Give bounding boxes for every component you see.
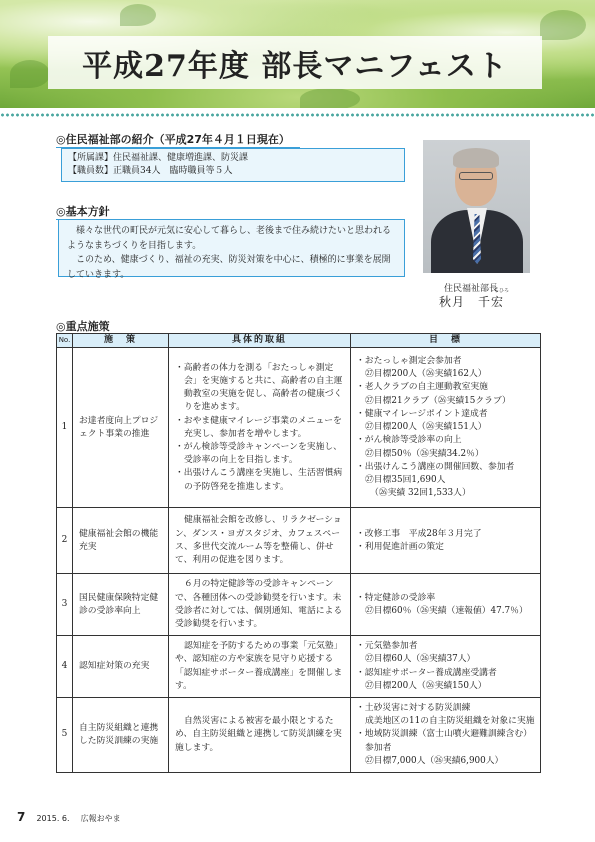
dotted-divider xyxy=(0,113,595,117)
measures-heading: ◎重点施策 xyxy=(56,318,540,335)
director-photo xyxy=(423,140,530,273)
table-row xyxy=(57,636,541,698)
goal-text: ・改修工事 平成28年３月完了 xyxy=(356,528,482,539)
actions-cell xyxy=(169,508,351,574)
goals-cell xyxy=(351,574,541,636)
policy-heading: ◎基本方針 xyxy=(56,203,405,220)
action-text: ・出張けんこう講座を実施し、生活習慣病の予防啓発を推進します。 xyxy=(175,468,343,492)
policy-paragraph-1: 様々な世代の町民が元気に安心して暮らし、老後まで住み続けたいと思われるようなまちづくりを目指します。 xyxy=(67,226,392,251)
goal-text: ・地域防災訓練（富士山噴火避難訓練含む）参加者 xyxy=(356,729,532,753)
photo-glasses xyxy=(459,172,493,180)
goal-text: ㉗目標21クラブ（㉖実績15クラブ） xyxy=(365,395,511,406)
goal-text: ・健康マイレージポイント達成者 xyxy=(356,408,488,419)
goal-text: 成美地区の11の自主防災組織を対象に実施 xyxy=(365,716,535,727)
header-actions: 具体的取組 xyxy=(169,334,351,348)
goal-text: ㉗目標60％（㉖実績（速報値）47.7％） xyxy=(365,605,528,616)
actions-cell xyxy=(169,636,351,698)
goals-cell xyxy=(351,508,541,574)
page-title: 平成27年度 部長マニフェスト xyxy=(82,48,508,84)
goals-cell xyxy=(351,636,541,698)
table-header-row xyxy=(57,334,541,348)
goal-text: ・出張けんこう講座の開催回数、参加者 xyxy=(356,461,515,472)
table-row xyxy=(57,348,541,508)
header-no: No. xyxy=(57,334,73,348)
photo-hair xyxy=(453,148,499,168)
header-measure: 施 策 xyxy=(73,334,169,348)
goal-text: ・がん検診等受診率の向上 xyxy=(356,435,462,446)
goal-text: ㉗目標200人（㉖実績162人） xyxy=(365,369,487,380)
header-goals: 目 標 xyxy=(351,334,541,348)
goal-text: ・おたっしゃ測定会参加者 xyxy=(356,356,462,367)
actions-cell xyxy=(169,348,351,508)
goals-cell xyxy=(351,348,541,508)
magazine-name: 広報おやま xyxy=(80,814,121,823)
goal-text: ㉗目標50％（㉖実績34.2％） xyxy=(365,448,484,459)
director-role: 住民福祉部長 xyxy=(444,284,499,294)
action-text: 認知症を予防するための事業「元気塾」や、認知症の方や家族を見守り応援する「認知症サポーター養成講座」を開催します。 xyxy=(175,641,343,691)
measures-table xyxy=(56,333,541,773)
leaf-decoration xyxy=(300,88,360,108)
goal-text: ・利用促進計画の策定 xyxy=(356,541,444,552)
intro-heading: ◎住民福祉部の紹介（平成27年４月１日現在） xyxy=(56,131,300,148)
policy-paragraph-2: このため、健康づくり、福祉の充実、防災対策を中心に、積極的に事業を展開していきます。 xyxy=(67,255,391,280)
table-row xyxy=(57,698,541,773)
goal-text: ㉗目標60人（㉖実績37人） xyxy=(365,654,476,665)
goal-text: ㉗目標200人（㉖実績150人） xyxy=(365,680,487,691)
intro-box xyxy=(61,148,405,182)
action-text: ・がん検診等受診キャンペーンを実施し、受診率の向上を目指します。 xyxy=(175,441,342,466)
action-text: 自然災害による被害を最小限とするため、自主防災組織と連携して防災訓練を実施します。 xyxy=(175,716,342,753)
table-row xyxy=(57,508,541,574)
goal-text: ・認知症サポーター養成講座受講者 xyxy=(356,667,497,678)
leaf-decoration xyxy=(120,4,156,26)
table-row xyxy=(57,574,541,636)
measure-name: お達者度向上プロジェクト事業の推進 xyxy=(73,348,169,508)
row-number: 2 xyxy=(57,508,73,574)
actions-cell xyxy=(169,698,351,773)
measure-name: 国民健康保険特定健診の受診率向上 xyxy=(73,574,169,636)
measure-name: 自主防災組織と連携した防災訓練の実施 xyxy=(73,698,169,773)
leaf-decoration xyxy=(540,10,586,40)
departments-text: 【所属課】住民福祉課、健康増進課、防災課 xyxy=(68,153,249,163)
goal-text: ・元気塾参加者 xyxy=(356,641,418,652)
row-number: 1 xyxy=(57,348,73,508)
title-box xyxy=(48,36,542,89)
director-name: 秋月 千宏 xyxy=(439,295,505,309)
footer xyxy=(17,806,121,825)
goal-text: ・特定健診の受診率 xyxy=(356,592,436,603)
policy-box xyxy=(58,219,405,280)
row-number: 5 xyxy=(57,698,73,773)
header-banner xyxy=(0,0,595,108)
measure-name: 健康福祉会館の機能充実 xyxy=(73,508,169,574)
measure-name: 認知症対策の充実 xyxy=(73,636,169,698)
actions-cell xyxy=(169,574,351,636)
action-text: 健康福祉会館を改修し、リラクゼーション、ダンス・ヨガスタジオ、カフェスペース、多世代交流ルーム等を整備し、併せて、利用の促進を図ります。 xyxy=(175,515,342,565)
action-text: ・高齢者の体力を測る「おたっしゃ測定会」を実施すると共に、高齢者の自主運動教室の実施を促し、高齢者の健康づくりを進めます。 xyxy=(175,362,343,413)
goals-cell xyxy=(351,698,541,773)
page-number: 7 xyxy=(17,810,26,824)
issue-date: 2015. 6. xyxy=(36,814,70,823)
goal-text: ㉗目標7,000人（㉖実績6,900人） xyxy=(365,755,504,766)
goal-text: （㉖実績 32回1,533人） xyxy=(370,488,471,499)
action-text: ６月の特定健診等の受診キャンペーンで、各種団体への受診勧奨を行います。未受診者に対しては、個別通知、電話による受診勧奨を行います。 xyxy=(175,579,343,629)
leaf-decoration xyxy=(10,60,50,88)
row-number: 3 xyxy=(57,574,73,636)
action-text: ・おやま健康マイレージ事業のメニューを充実し、参加者を増やします。 xyxy=(175,415,342,439)
name-ruby: ちひろ xyxy=(494,288,510,294)
goal-text: ・老人クラブの自主運動教室実施 xyxy=(356,382,488,393)
row-number: 4 xyxy=(57,636,73,698)
staff-text: 【職員数】正職員34人 臨時職員等５人 xyxy=(68,166,233,176)
goal-text: ・土砂災害に対する防災訓練 xyxy=(356,703,471,714)
goal-text: ㉗目標35回1,690人 xyxy=(365,474,446,485)
goal-text: ㉗目標200人（㉖実績151人） xyxy=(365,422,487,433)
